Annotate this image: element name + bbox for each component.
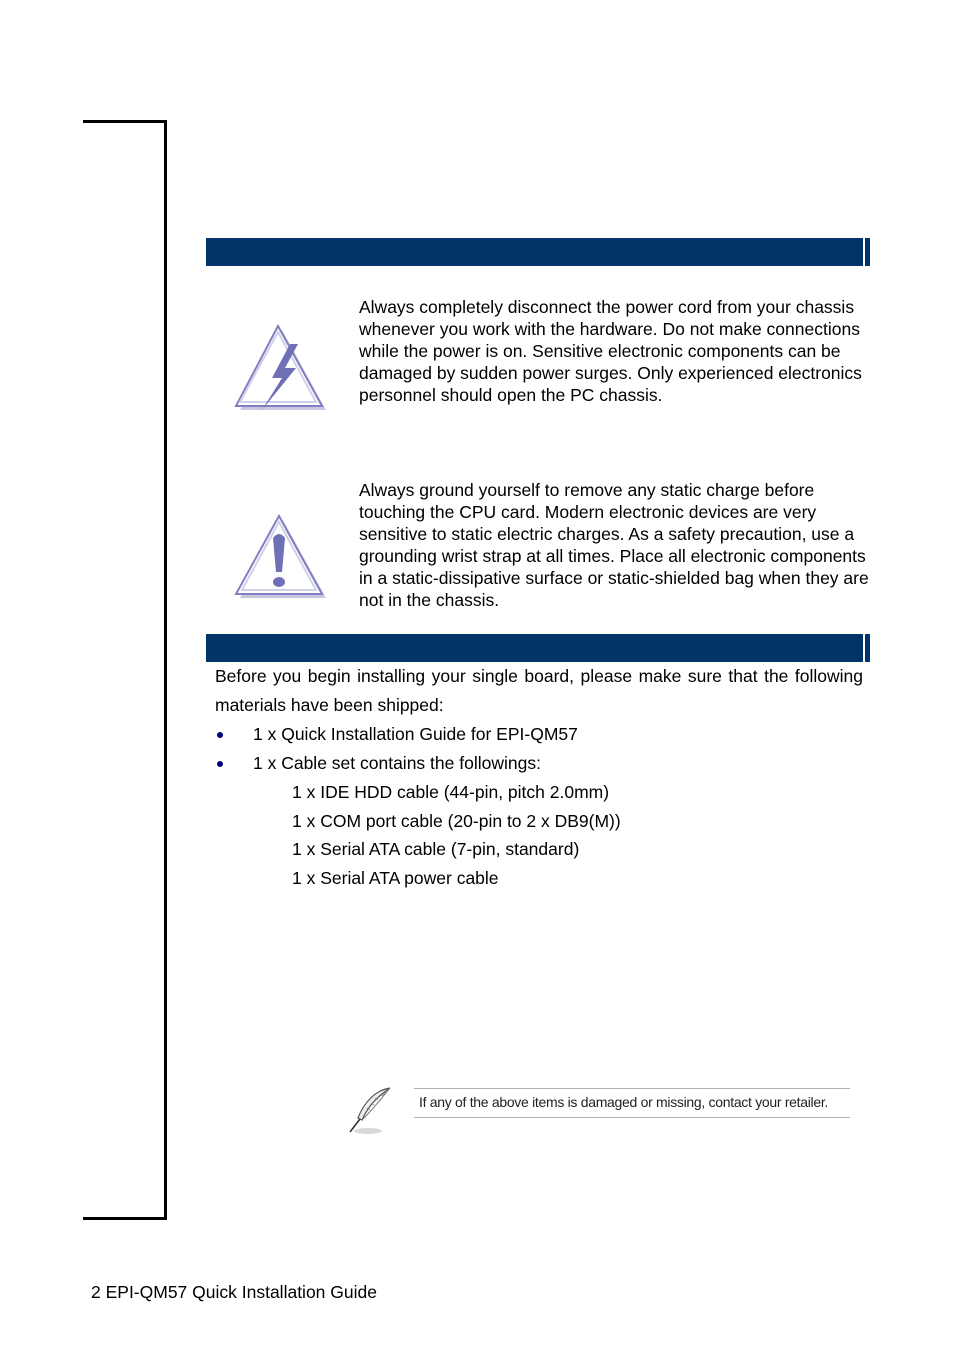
list-item xyxy=(215,720,855,749)
page-frame-top xyxy=(83,120,167,123)
list-item-label: 1 x Quick Installation Guide for EPI-QM57 xyxy=(253,724,578,744)
note-rule-top xyxy=(414,1088,850,1089)
cable-item: 1 x IDE HDD cable (44-pin, pitch 2.0mm) xyxy=(292,782,610,802)
page-footer: 2 EPI-QM57 Quick Installation Guide xyxy=(91,1282,377,1302)
cable-item: 1 x COM port cable (20-pin to 2 x DB9(M)) xyxy=(292,810,621,831)
exclamation-warning-icon xyxy=(234,512,328,600)
packing-list xyxy=(215,720,855,778)
quill-pen-icon xyxy=(346,1084,396,1136)
electric-hazard-icon xyxy=(232,322,328,414)
section-header-bar-safety xyxy=(206,238,870,266)
packing-intro: Before you begin installing your single board, please make sure that the following materials have been shipped: xyxy=(215,666,863,715)
list-item xyxy=(215,749,855,778)
section-header-bar-packing xyxy=(206,634,870,662)
bullet-icon xyxy=(217,761,223,767)
static-warning-text: Always ground yourself to remove any static charge before touching the CPU card. Modern electronic devices are very sensitive to static electric charges. As a safety precaution, use a grounding wrist strap at all times. Place all electronic components in a static-dissipative surface or static-shielded bag when they are not in the chassis. xyxy=(359,480,869,610)
cable-item: 1 x Serial ATA power cable xyxy=(292,868,499,889)
page-frame-side xyxy=(164,120,167,1220)
note-text: If any of the above items is damaged or missing, contact your retailer. xyxy=(419,1094,829,1110)
cable-list xyxy=(292,778,621,893)
power-warning-text: Always completely disconnect the power cord from your chassis whenever you work with the hardware. Do not make connections while the power is on. Sensitive electronic components can be damaged by sudden power surges. Only experienced electronics personnel should open the PC chassis. xyxy=(359,297,862,405)
list-item-label: 1 x Cable set contains the followings: xyxy=(253,753,541,773)
page-frame-bottom xyxy=(83,1217,167,1220)
note-rule-bottom xyxy=(414,1117,850,1118)
cable-item: 1 x Serial ATA cable (7-pin, standard) xyxy=(292,839,580,860)
bullet-icon xyxy=(217,732,223,738)
